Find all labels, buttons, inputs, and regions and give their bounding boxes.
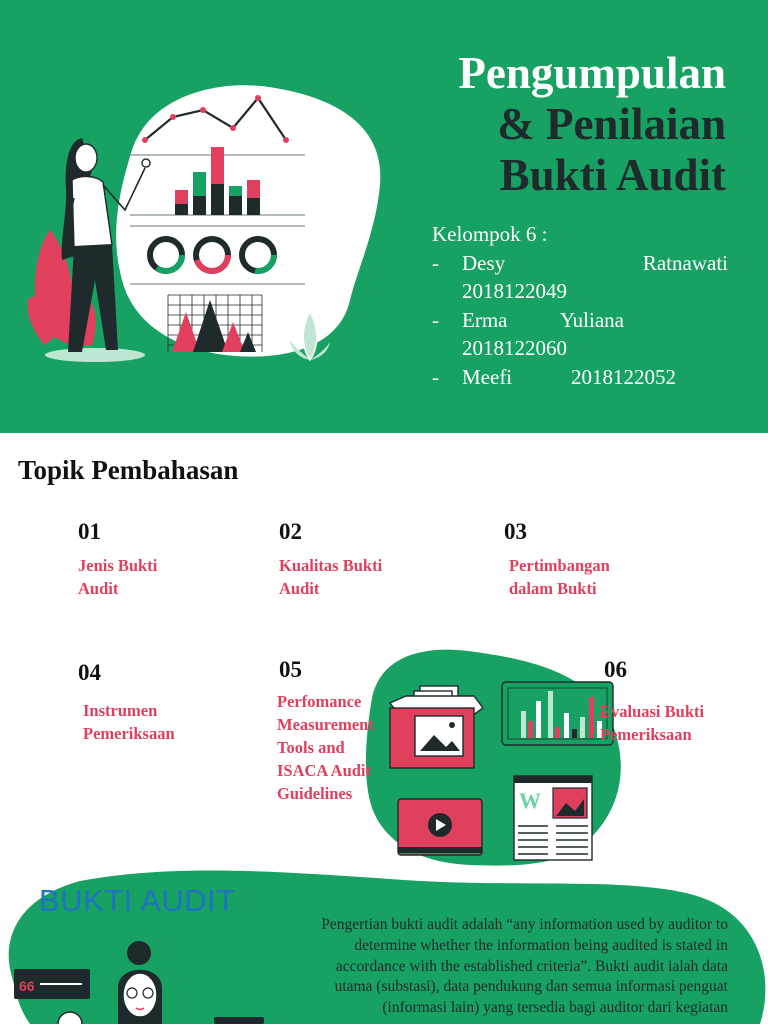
member-row [432, 306, 728, 335]
member-nim: 2018122060 [462, 336, 567, 360]
member-last-name: Yuliana [559, 307, 624, 332]
topic-number: 06 [604, 657, 627, 682]
member-dash: - [432, 250, 439, 275]
slide-heading: Topik Pembahasan [18, 455, 239, 485]
topic-label-line: dalam Bukti [509, 579, 597, 598]
topic-label [509, 554, 610, 600]
bukti-audit-slide [0, 867, 768, 1024]
definition-paragraph [276, 915, 728, 1019]
topic-label-line: Audit [78, 579, 119, 598]
topic-label-line: Tools and [277, 738, 345, 757]
topic-label-line: Measurement [277, 715, 374, 734]
paragraph-line: utama (substasi), data pendukung dan semua informasi penguat [334, 978, 728, 996]
topic-label-line: Guidelines [277, 784, 353, 803]
slide-title [366, 48, 726, 201]
topic-label-line: Perfomance [277, 692, 362, 711]
topic-number: 04 [78, 660, 101, 685]
topic-label [279, 554, 382, 600]
svg-text:W: W [519, 788, 541, 813]
topic-label [600, 700, 704, 746]
member-dash: - [432, 307, 439, 332]
paragraph-line: (informasi lain) yang tersedia bagi auditor dari kegiatan [382, 999, 728, 1017]
topic-label-line: Evaluasi Bukti [600, 702, 705, 721]
topic-label [277, 690, 374, 805]
member-dash: - [432, 364, 439, 389]
member-nim: 2018122049 [462, 279, 567, 303]
group-members [432, 220, 728, 391]
title-line-3: Bukti Audit [499, 150, 726, 200]
topic-label-line: Audit [279, 579, 320, 598]
topic-number: 02 [279, 519, 302, 544]
member-nim: 2018122052 [571, 364, 676, 389]
title-line-1: Pengumpulan [458, 48, 726, 98]
topic-number: 05 [279, 657, 302, 682]
topic-label [83, 699, 175, 745]
member-row [432, 363, 728, 392]
topic-label-line: Instrumen [83, 701, 158, 720]
svg-text:66: 66 [19, 978, 35, 994]
topic-label-line: Pertimbangan [509, 556, 610, 575]
topic-number: 01 [78, 519, 101, 544]
topic-label-line: Pemeriksaan [83, 724, 175, 743]
topic-number: 03 [504, 519, 527, 544]
group-label: Kelompok 6 : [432, 222, 548, 246]
title-line-2: & Penilaian [497, 99, 726, 149]
topic-label-line: ISACA Audit [277, 761, 371, 780]
member-first-name: Erma [462, 307, 508, 332]
topics-slide [0, 433, 768, 867]
member-first-name: Desy [462, 250, 506, 275]
media-illustration [0, 433, 768, 867]
paragraph-line: determine whether the information being audited is stated in [354, 936, 728, 954]
topic-label-line: Jenis Bukti [78, 556, 158, 575]
slide-heading: BUKTI AUDIT [39, 883, 236, 918]
topic-label-line: Pemeriksaan [600, 725, 692, 744]
member-last-name: Ratnawati [642, 250, 728, 275]
member-first-name: Meefi [462, 364, 513, 389]
topic-label-line: Kualitas Bukti [279, 556, 383, 575]
title-slide [0, 0, 768, 433]
paragraph-line: Pengertian bukti audit adalah “any information used by auditor to [321, 916, 728, 933]
paragraph-line: accordance with the established criteria”. Bukti audit ialah data [335, 957, 728, 975]
topic-label [78, 554, 157, 600]
member-row [432, 249, 728, 278]
